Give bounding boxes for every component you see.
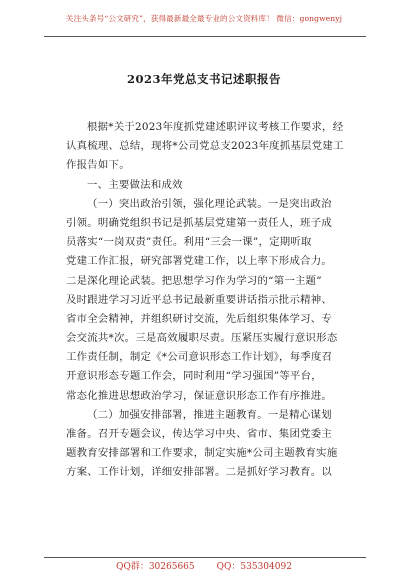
paragraph-line: 根据*关于2023年度抓党建述职评议考核工作要求，经 bbox=[87, 121, 344, 133]
paragraph-line: 开意识形态专题工作会，同时利用“学习强国”等平台， bbox=[66, 370, 322, 383]
paragraph-line: 二是深化理论武装。把思想学习作为学习的“第一主题” bbox=[66, 274, 322, 287]
footer-divider bbox=[44, 557, 366, 558]
footer-qq-number: QQ：535304092 bbox=[216, 562, 292, 572]
footer-contact bbox=[0, 559, 408, 572]
paragraph-line: 工作责任制，制定《*公司意识形态工作计划》，每季度召 bbox=[66, 351, 333, 364]
paragraph-line: 省市全会精神，并组织研讨交流，先后组织集体学习、专 bbox=[66, 312, 333, 325]
paragraph-line: 会交流共*次。三是高效履职尽责。压紧压实履行意识形态 bbox=[66, 332, 338, 345]
document-title: 2023年党总支书记述职报告 bbox=[126, 72, 281, 86]
paragraph-line: 准备。召开专题会议，传达学习中央、省市、集团党委主 bbox=[66, 428, 333, 440]
paragraph-line: （二）加强安排部署，推进主题教育。一是精心谋划 bbox=[87, 408, 332, 421]
header-banner: 关注头条号“公文研究”，获得最新最全最专业的公文资料库！ 微信：gongwenyj bbox=[65, 14, 343, 23]
paragraph-line: 常态化推进思想政治学习，保证意识形态工作有序推进。 bbox=[66, 389, 333, 402]
paragraph-line: 题教育安排部署和工作要求，制定实施*公司主题教育实施 bbox=[66, 447, 338, 460]
paragraph-line: 认真梳理、总结，现将*公司党总支2023年度抓基层党建工 bbox=[66, 140, 344, 153]
paragraph-line: 作报告如下。 bbox=[66, 159, 130, 172]
header-divider bbox=[44, 36, 366, 37]
section-heading: 一、主要做法和成效 bbox=[87, 178, 183, 191]
paragraph-line: 方案、工作计划，详细安排部署。二是抓好学习教育。以 bbox=[66, 466, 333, 479]
document-body bbox=[66, 118, 362, 483]
paragraph-line: 党建工作汇报，研究部署党建工作，以上率下形成合力。 bbox=[66, 255, 333, 268]
paragraph-line: （一）突出政治引领，强化理论武装。一是突出政治 bbox=[87, 197, 332, 210]
paragraph-line: 员落实“一岗双责”责任。利用“三会一课”，定期听取 bbox=[66, 236, 312, 249]
footer-qq-group: QQ群：30265665 bbox=[116, 562, 195, 572]
paragraph-line: 引领。明确党组织书记是抓基层党建第一责任人，班子成 bbox=[66, 216, 333, 229]
paragraph-line: 及时跟进学习习近平总书记最新重要讲话指示批示精神、 bbox=[66, 293, 333, 306]
